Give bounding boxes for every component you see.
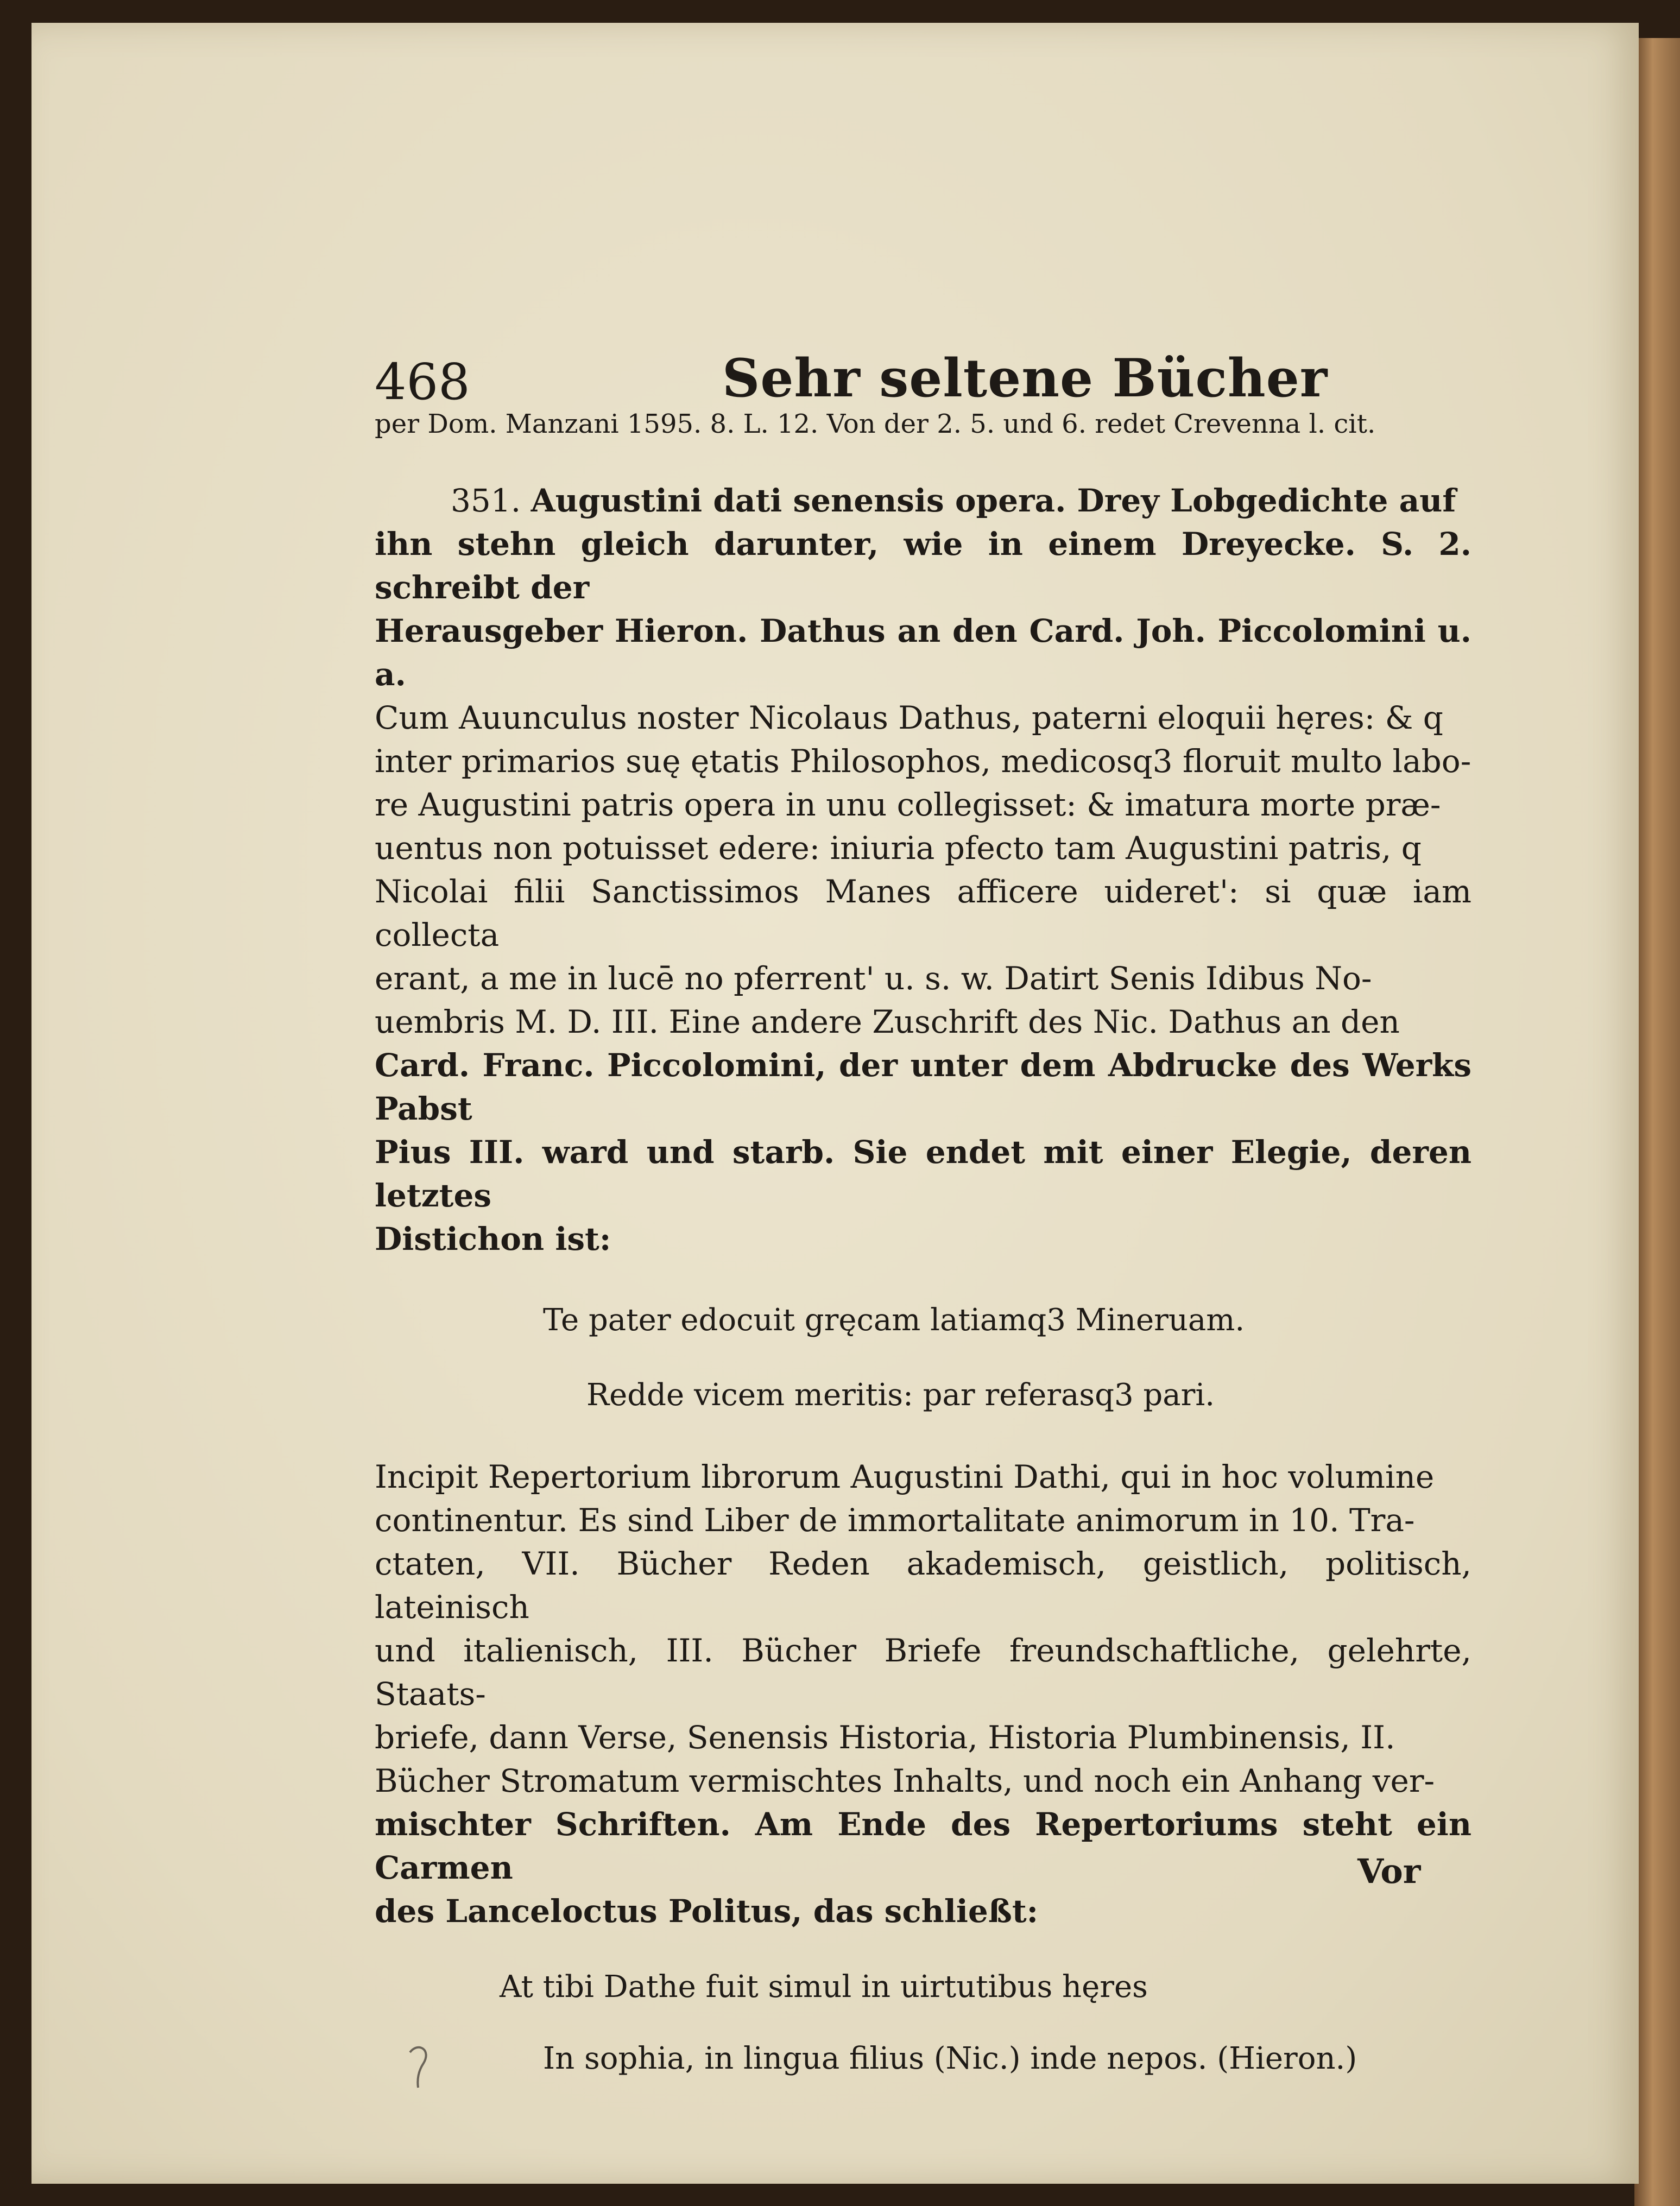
distich-1 <box>375 1299 1471 1417</box>
distich-1-line-2: Redde vicem meritis: par referasq3 pari. <box>586 1377 1215 1413</box>
entry-line-12: Pius III. ward und starb. Sie endet mit einer Elegie, deren letztes <box>375 1134 1471 1214</box>
running-title: Sehr seltene Bücher <box>722 347 1328 409</box>
entry-line-6: re Augustini patris opera in unu collegisset: & imatura morte præ- <box>375 786 1441 823</box>
entry-number: 351. <box>451 482 521 519</box>
entry-line-4: Cum Auunculus noster Nicolaus Dathus, paterni eloquii hęres: & q <box>375 699 1443 736</box>
distich-2 <box>375 1965 1471 2081</box>
repertorium-line-2: continentur. Es sind Liber de immortalitate animorum in 10. Tra- <box>375 1502 1415 1539</box>
text-block <box>375 347 1471 2081</box>
pencil-mark <box>402 2041 434 2090</box>
entry-line-13: Distichon ist: <box>375 1221 611 1257</box>
entry-title-line: Augustini dati senensis opera. Drey Lobgedichte auf <box>530 482 1456 519</box>
distich-1-line-1: Te pater edocuit gręcam latiamq3 Mineruam. <box>543 1303 1245 1338</box>
entry-line-2: ihn stehn gleich darunter, wie in einem Dreyecke. S. 2. schreibt der <box>375 526 1471 606</box>
next-page-edge <box>1634 38 1680 2206</box>
entry-line-3: Herausgeber Hieron. Dathus an den Card. Joh. Piccolomini u. a. <box>375 612 1471 693</box>
entry-line-7: uentus non potuisset edere: iniuria pfecto tam Augustini patris, q <box>375 830 1422 867</box>
entry-line-5: inter primarios suę ętatis Philosophos, medicosq3 floruit multo labo- <box>375 743 1471 780</box>
catchword: Vor <box>1357 1851 1421 1891</box>
page-number: 468 <box>375 353 470 411</box>
repertorium-line-8: des Lanceloctus Politus, das schließt: <box>375 1893 1039 1930</box>
entry-line-9: erant, a me in lucē no pferrent' u. s. w. Datirt Senis Idibus No- <box>375 960 1372 997</box>
repertorium-line-5: briefe, dann Verse, Senensis Historia, Historia Plumbinensis, II. <box>375 1719 1395 1756</box>
distich-2-line-1: At tibi Dathe fuit simul in uirtutibus hęres <box>500 1969 1148 2005</box>
page-header <box>375 347 1471 411</box>
entry-line-11: Card. Franc. Piccolomini, der unter dem Abdrucke des Werks Pabst <box>375 1047 1471 1127</box>
entry-line-1 <box>375 479 1471 522</box>
repertorium-paragraph <box>375 1455 1471 1933</box>
repertorium-line-6: Bücher Stromatum vermischtes Inhalts, und noch ein Anhang ver- <box>375 1762 1435 1799</box>
repertorium-line-1: Incipit Repertorium librorum Augustini Dathi, qui in hoc volumine <box>375 1458 1435 1495</box>
entry-line-10: uembris M. D. III. Eine andere Zuschrift des Nic. Dathus an den <box>375 1003 1400 1040</box>
entry-351 <box>375 479 1471 1261</box>
repertorium-line-7: mischter Schriften. Am Ende des Repertoriums steht ein Carmen <box>375 1806 1471 1886</box>
entry-line-8: Nicolai filii Sanctissimos Manes afficere uideret': si quæ iam collecta <box>375 873 1471 953</box>
distich-2-line-2: In sophia, in lingua filius (Nic.) inde nepos. (Hieron.) <box>543 2041 1357 2076</box>
repertorium-line-3: ctaten, VII. Bücher Reden akademisch, geistlich, politisch, lateinisch <box>375 1545 1471 1626</box>
intro-paragraph: per Dom. Manzani 1595. 8. L. 12. Von der 2. 5. und 6. redet Crevenna l. cit. <box>375 409 1376 439</box>
repertorium-line-4: und italienisch, III. Bücher Briefe freundschaftliche, gelehrte, Staats- <box>375 1632 1471 1712</box>
